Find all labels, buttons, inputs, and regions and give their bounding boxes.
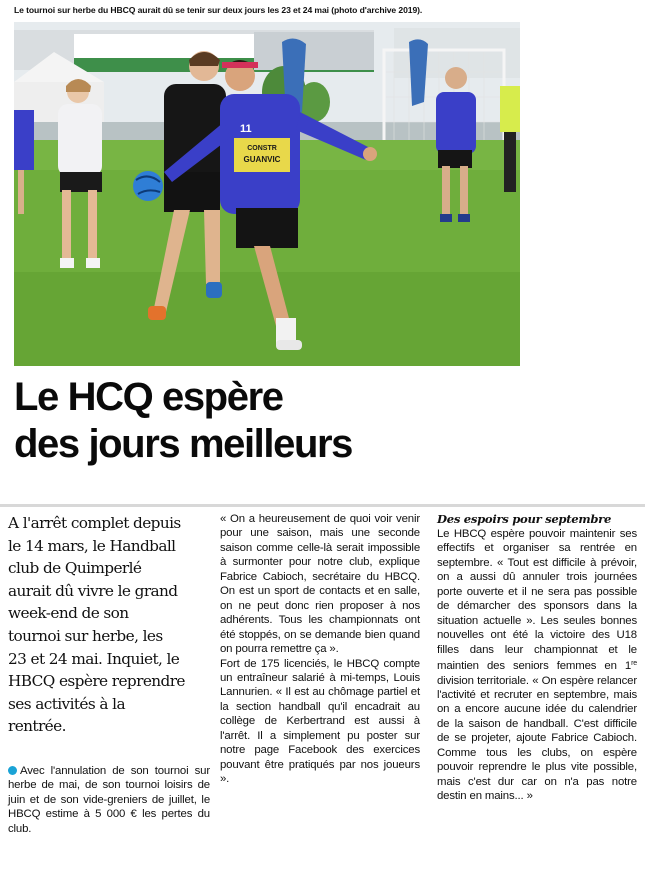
- column-3: [437, 512, 637, 804]
- lead-line: tournoi sur herbe, les: [8, 626, 163, 645]
- bullet-dot-icon: [8, 766, 17, 775]
- lead-line: rentrée.: [8, 717, 66, 736]
- article-photo: [14, 22, 520, 366]
- lead-line: aurait dû vivre le grand: [8, 581, 178, 600]
- september-paragraph: [437, 527, 637, 804]
- losses-paragraph: [8, 764, 210, 836]
- jersey-sponsor-1: CONSTR: [247, 145, 277, 152]
- quote-paragraph: [220, 512, 420, 787]
- lead-line: club de Quimperlé: [8, 559, 142, 578]
- lead-line: A l'arrêt complet depuis: [8, 514, 181, 532]
- september-text-a: Le HBCQ espère pouvoir maintenir ses effectifs et organiser sa rentrée en septembre. « Tout est difficile à prévoir, on a aussi dû annuler trois journées porte ouverte et il ne sera pas possible de démarcher des sponsors dans la situation actuelle ». Les seules bonnes nouvelles ont été la victoire des U18 filles dans leur championnat et le maintien des seniors femmes en 1: [437, 528, 637, 673]
- headline-line-1: Le HCQ espère: [14, 375, 283, 419]
- column-2: [220, 512, 420, 787]
- lead-line: HBCQ espère reprendre: [8, 672, 185, 691]
- quote-text: « On a heureusement de quoi voir venir pour une saison, mais une seconde saison comme celle-là serait impossible à surmonter pour notre club, explique Fabrice Cabioch, secrétaire du HBCQ. On est un sport de contacts et en salle, on ne peut donc rien proposer à nos adhérents. Tous les championnats ont été stoppés, on se demande bien quand on pourra remettre ça ».: [220, 513, 420, 656]
- handball-match-illustration: [14, 22, 520, 366]
- coach-text: Fort de 175 licenciés, le HBCQ compte un entraîneur salarié à mi-temps, Louis Lannurien. « Il est au chômage partiel et la section handball qu'il encadrait au collège de Kerbertrand est aussi à l'arrêt. Il a simplement pu poster sur notre page Facebook des exercices pouvant être pratiqués par nos joueurs ».: [220, 657, 420, 786]
- section-divider: [0, 504, 645, 507]
- lead-line: le 14 mars, le Handball: [8, 536, 176, 555]
- ordinal-superscript: re: [631, 660, 637, 668]
- article-headline: [14, 374, 614, 468]
- headline-line-2: des jours meilleurs: [14, 422, 352, 466]
- jersey-number: 11: [240, 123, 252, 135]
- lead-line: ses activités à la: [8, 694, 125, 713]
- lead-paragraph: [8, 512, 210, 738]
- section-subhead: Des espoirs pour septembre: [437, 512, 612, 526]
- september-text-b: division territoriale. « On espère relancer l'activité et recruter en septembre, mais on a encore aucune idée du calendrier de la saison de handball. C'est difficile de se projeter, ajoute Fabrice Cabioch. Comme tous les clubs, on espère pouvoir reprendre le plus vite possible, mais c'est dur car on n'a pas notre destin en mains... »: [437, 674, 637, 803]
- photo-caption: Le tournoi sur herbe du HBCQ aurait dû se tenir sur deux jours les 23 et 24 mai (photo d'archive 2019).: [14, 5, 423, 15]
- jersey-sponsor-2: GUANVIC: [243, 155, 281, 164]
- losses-text: Avec l'annulation de son tournoi sur herbe de mai, de son tournoi loisirs de juin et de son vide-greniers de juillet, le HBCQ estime à 5 000 € les pertes du club.: [8, 764, 210, 835]
- lead-line: week-end de son: [8, 604, 129, 623]
- lead-line: 23 et 24 mai. Inquiet, le: [8, 649, 180, 668]
- column-1: [8, 512, 210, 836]
